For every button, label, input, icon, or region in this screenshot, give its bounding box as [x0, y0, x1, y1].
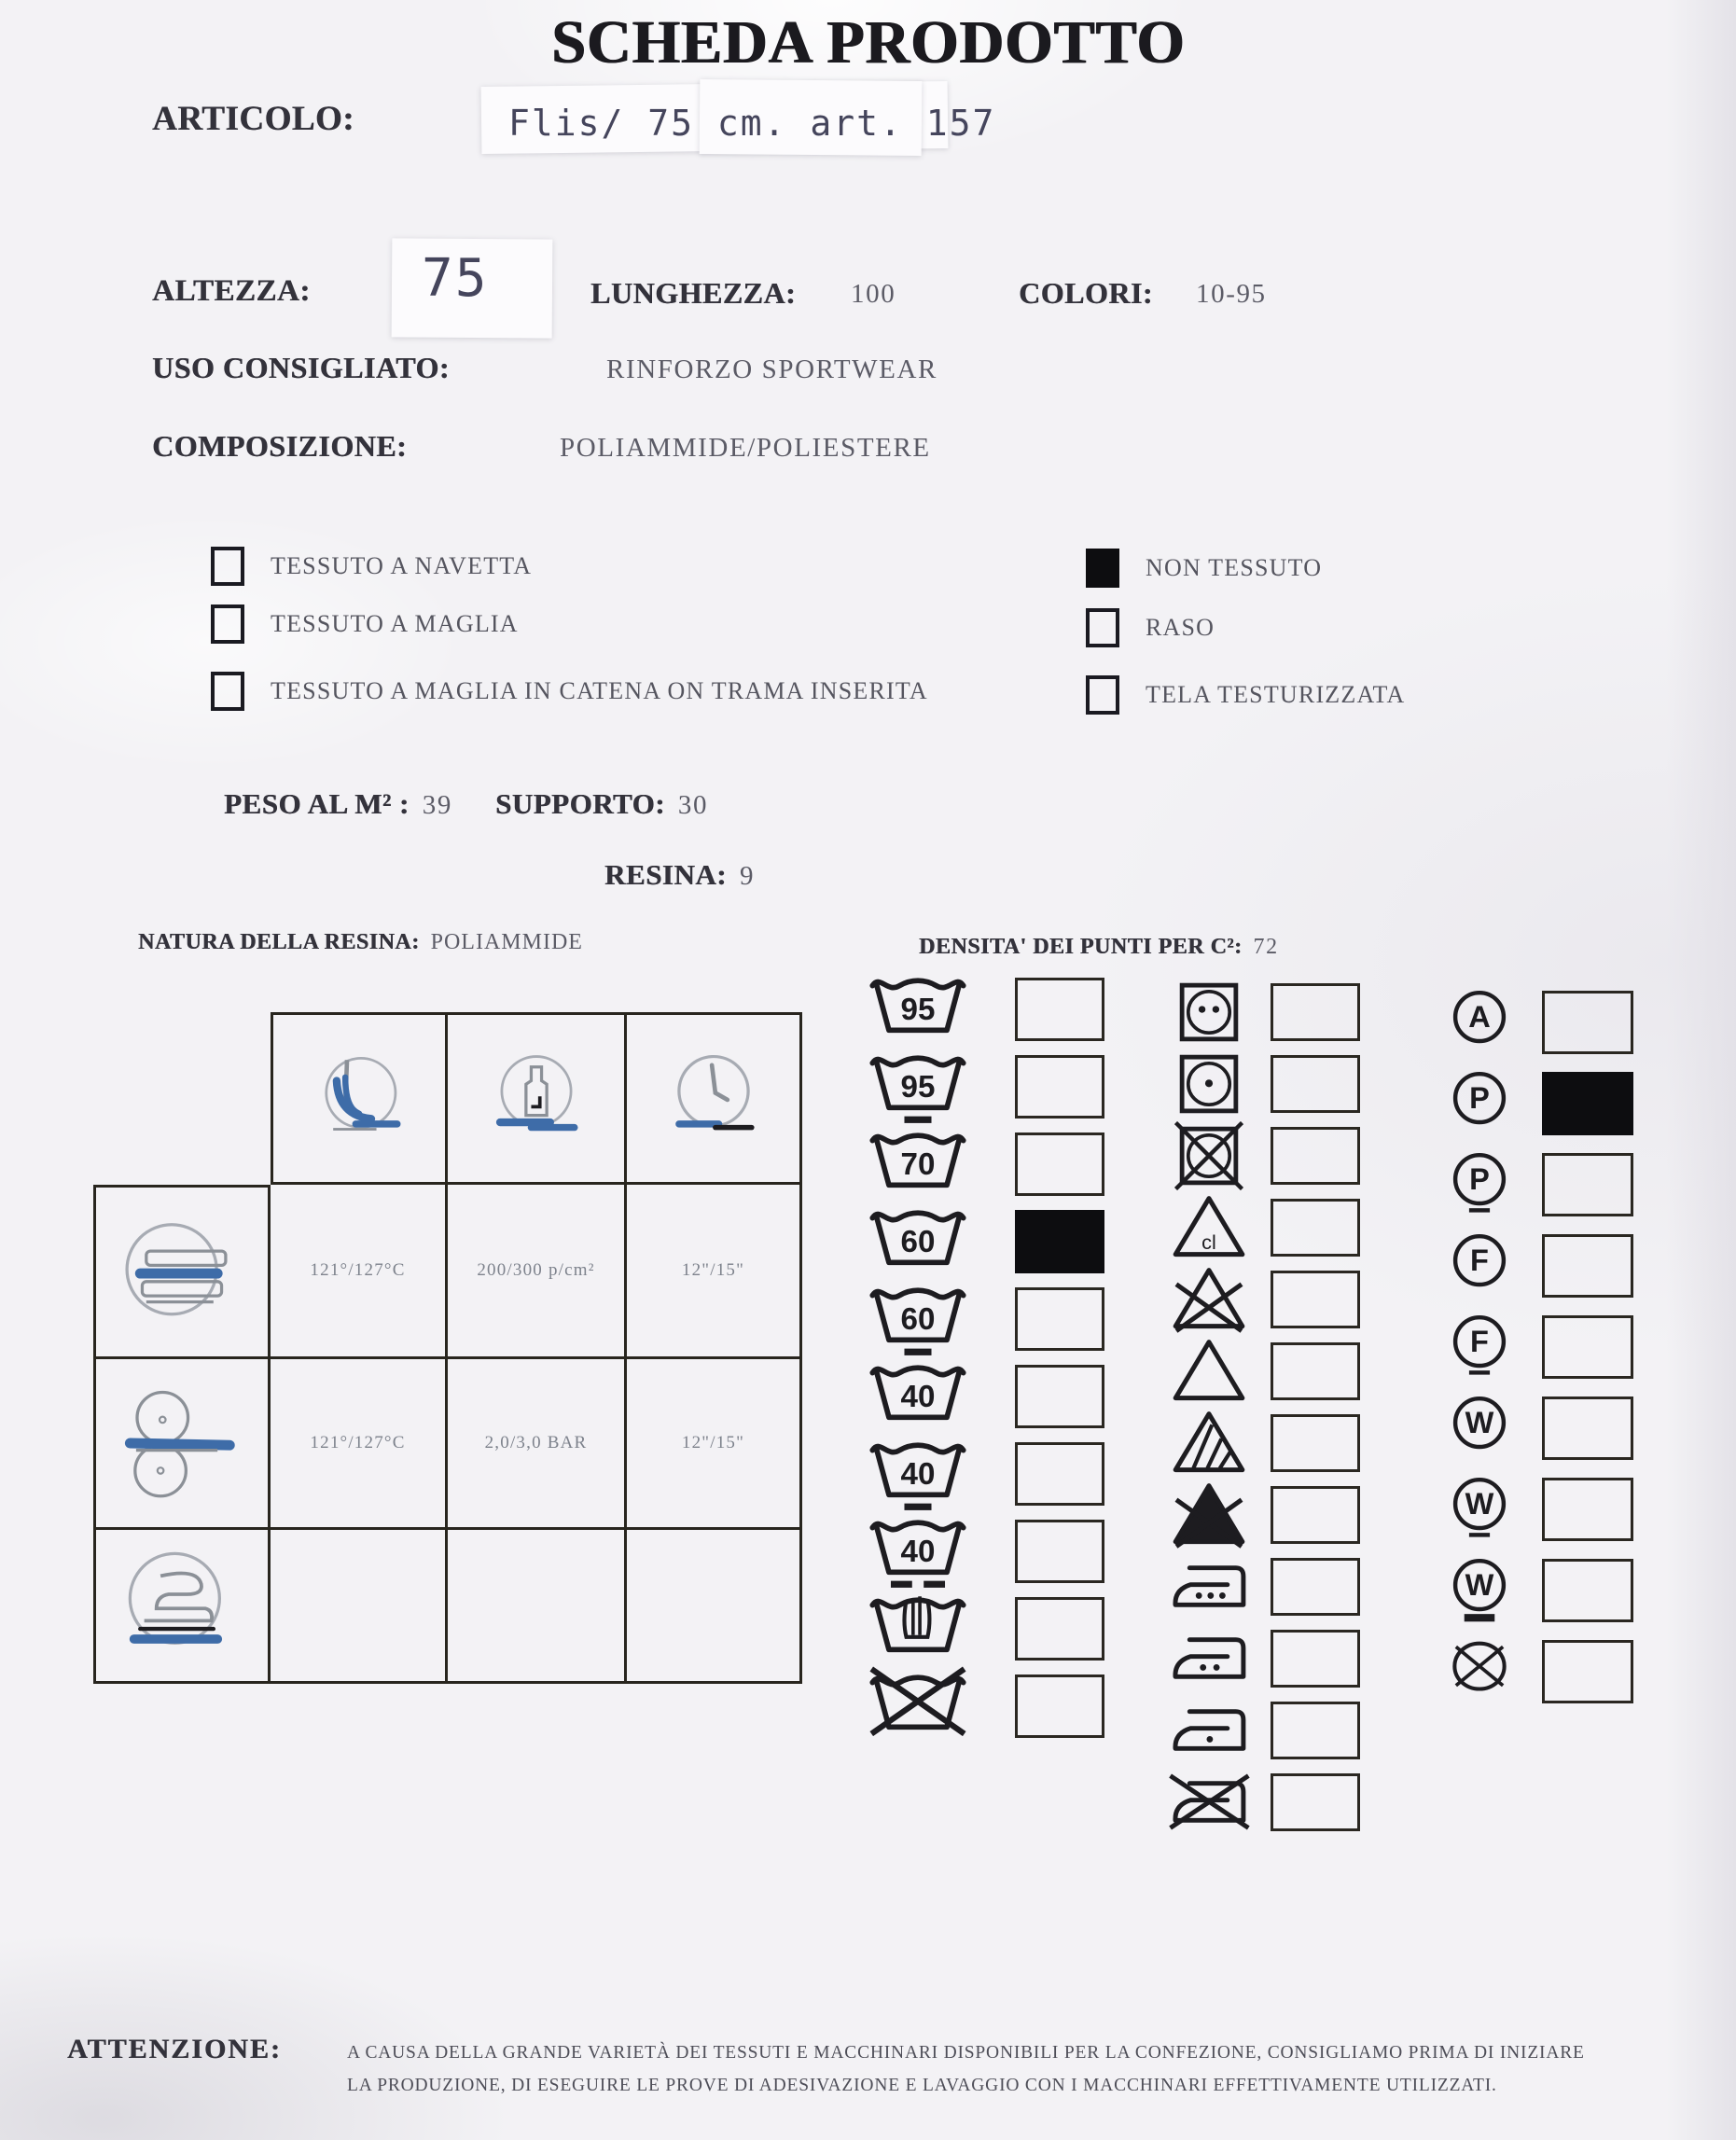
fabric-option-left-2 — [211, 672, 928, 711]
fabric-option-right-2 — [1086, 675, 1406, 715]
dry-clean-symbols-column — [1437, 981, 1633, 1712]
natura-resina-label: NATURA DELLA RESINA: — [138, 930, 420, 954]
dryclean-p-icon — [1437, 1069, 1522, 1138]
oxygen-bleach-icon — [1157, 1408, 1261, 1478]
svg-text:P: P — [1469, 1161, 1490, 1196]
attenzione-line-2: LA PRODUZIONE, DI ESEGUIRE LE PROVE DI ADESIVAZIONE E LAVAGGIO CON I MACCHINARI EFFETTIVAMENTE UTILIZZATI. — [347, 2076, 1497, 2096]
press-table-cell — [271, 1185, 448, 1359]
wash-40-very-mild-checkbox[interactable] — [1015, 1520, 1104, 1583]
fabric-option-left-0 — [211, 547, 532, 586]
care-row-oxygen-bleach — [1157, 1407, 1360, 1479]
hand-wash-checkbox[interactable] — [1015, 1597, 1104, 1661]
press-time-icon — [654, 1051, 773, 1146]
do-not-wash-icon — [866, 1666, 970, 1745]
composizione-value: POLIAMMIDE/POLIESTERE — [560, 433, 931, 463]
care-row-wetclean-w-very-mild — [1437, 1549, 1633, 1631]
do-not-iron-checkbox[interactable] — [1271, 1773, 1360, 1831]
wash-95-icon — [866, 969, 970, 1049]
do-not-bleach-solid-icon — [1157, 1480, 1261, 1549]
care-row-do-not-tumble-dry — [1157, 1119, 1360, 1191]
press-temperature-icon — [299, 1051, 419, 1146]
fabric-option-right-1 — [1086, 608, 1215, 647]
wash-40-icon — [866, 1356, 970, 1436]
care-row-do-not-bleach-solid — [1157, 1479, 1360, 1550]
attenzione-label: ATTENZIONE: — [67, 2034, 282, 2064]
svg-text:cl: cl — [1201, 1230, 1216, 1254]
care-row-wash-40-very-mild — [866, 1512, 1104, 1590]
do-not-bleach-solid-checkbox[interactable] — [1271, 1486, 1360, 1544]
svg-text:95: 95 — [900, 992, 936, 1027]
fabric-label-left-1: TESSUTO A MAGLIA — [271, 610, 519, 637]
care-row-do-not-wash — [866, 1667, 1104, 1744]
chlorine-bleach-checkbox[interactable] — [1271, 1199, 1360, 1257]
svg-text:F: F — [1470, 1324, 1489, 1358]
wash-70-icon — [866, 1124, 970, 1203]
svg-text:40: 40 — [900, 1534, 936, 1569]
press-table-cell-r0-c0: 121°/127°C — [310, 1260, 406, 1280]
press-table-cell — [627, 1012, 802, 1185]
uso-value: RINFORZO SPORTWEAR — [606, 354, 937, 384]
attenzione-text — [347, 2036, 1672, 2102]
press-table-cell — [627, 1359, 802, 1530]
care-row-dryclean-p — [1437, 1063, 1633, 1144]
fabric-label-right-1: RASO — [1146, 614, 1215, 641]
uso-label: USO CONSIGLIATO: — [152, 351, 450, 384]
fabric-checkbox-left-0[interactable] — [211, 547, 244, 586]
press-table-cell — [271, 1012, 448, 1185]
wetclean-w-mild-icon — [1437, 1475, 1522, 1544]
dryclean-a-checkbox[interactable] — [1542, 991, 1633, 1054]
care-row-wetclean-w-mild — [1437, 1468, 1633, 1549]
attenzione-line-1: A CAUSA DELLA GRANDE VARIETÀ DEI TESSUTI E MACCHINARI DISPONIBILI PER LA CONFEZIONE, CONSIGLIAMO PRIMA DI INIZIARE — [347, 2043, 1585, 2063]
care-row-do-not-dryclean — [1437, 1631, 1633, 1712]
wash-95-mild-icon — [866, 1047, 970, 1126]
colori-label: COLORI: — [1019, 276, 1153, 310]
composizione-label: COMPOSIZIONE: — [152, 429, 408, 463]
supporto-value: 30 — [677, 790, 709, 820]
altezza-value[interactable]: 75 — [422, 248, 489, 309]
oxygen-bleach-checkbox[interactable] — [1271, 1414, 1360, 1472]
flat-press-icon — [112, 1216, 252, 1328]
care-row-wash-70 — [866, 1125, 1104, 1202]
care-row-tumble-dry-low — [1157, 1048, 1360, 1119]
wash-40-mild-checkbox[interactable] — [1015, 1442, 1104, 1506]
do-not-tumble-dry-checkbox[interactable] — [1271, 1127, 1360, 1185]
lunghezza-value: 100 — [851, 279, 896, 309]
fabric-checkbox-right-1[interactable] — [1086, 608, 1119, 647]
press-table-cell — [271, 1359, 448, 1530]
do-not-bleach-icon — [1157, 1264, 1261, 1334]
care-row-bleach-allowed — [1157, 1335, 1360, 1407]
do-not-bleach-checkbox[interactable] — [1271, 1271, 1360, 1328]
svg-text:P: P — [1469, 1080, 1490, 1115]
wash-95-mild-checkbox[interactable] — [1015, 1055, 1104, 1119]
lunghezza-label: LUNGHEZZA: — [590, 276, 797, 310]
fabric-option-left-1 — [211, 604, 519, 644]
iron-medium-icon — [1157, 1629, 1261, 1688]
fabric-label-right-2: TELA TESTURIZZATA — [1146, 681, 1406, 708]
wash-40-checkbox[interactable] — [1015, 1365, 1104, 1428]
wash-60-mild-checkbox[interactable] — [1015, 1287, 1104, 1351]
dryclean-p-checkbox[interactable] — [1542, 1072, 1633, 1135]
care-row-chlorine-bleach — [1157, 1191, 1360, 1263]
dryclean-p-mild-checkbox[interactable] — [1542, 1153, 1633, 1216]
densita-punti-label: DENSITA' DEI PUNTI PER C²: — [919, 935, 1243, 959]
bleach-allowed-checkbox[interactable] — [1271, 1342, 1360, 1400]
fabric-checkbox-right-0[interactable] — [1086, 549, 1119, 588]
do-not-wash-checkbox[interactable] — [1015, 1674, 1104, 1738]
iron-high-icon — [1157, 1557, 1261, 1616]
fabric-label-left-0: TESSUTO A NAVETTA — [271, 552, 533, 579]
svg-text:40: 40 — [900, 1379, 936, 1414]
press-table-cell-r0-c1: 200/300 p/cm² — [477, 1260, 595, 1280]
fabric-options-left — [211, 547, 1032, 724]
press-table-cell-r0-c2: 12"/15" — [681, 1260, 745, 1280]
altezza-label: ALTEZZA: — [152, 274, 311, 308]
fabric-checkbox-right-2[interactable] — [1086, 675, 1119, 715]
press-table-cell-r1-c1: 2,0/3,0 BAR — [484, 1433, 588, 1452]
iron-low-icon — [1157, 1701, 1261, 1759]
press-table-cell — [93, 1359, 271, 1530]
fabric-options-right — [1086, 547, 1608, 724]
dryclean-a-icon — [1437, 988, 1522, 1057]
supporto-label: SUPPORTO: — [494, 787, 665, 820]
tumble-dry-high-icon — [1157, 978, 1261, 1047]
care-row-dryclean-p-mild — [1437, 1144, 1633, 1225]
hand-iron-icon — [112, 1549, 252, 1661]
dryclean-p-mild-icon — [1437, 1150, 1522, 1219]
press-table-cell — [448, 1012, 627, 1185]
fabric-label-right-0: NON TESSUTO — [1146, 554, 1323, 581]
dryclean-f-mild-icon — [1437, 1313, 1522, 1382]
press-table-cell — [627, 1185, 802, 1359]
dryclean-f-checkbox[interactable] — [1542, 1234, 1633, 1298]
press-table-cell — [448, 1530, 627, 1684]
care-row-wash-95-mild — [866, 1048, 1104, 1125]
care-row-dryclean-f — [1437, 1225, 1633, 1306]
care-row-wetclean-w — [1437, 1387, 1633, 1468]
wash-60-checkbox[interactable] — [1015, 1210, 1104, 1273]
do-not-tumble-dry-icon — [1157, 1121, 1261, 1190]
press-table-cell — [627, 1530, 802, 1684]
dryclean-f-mild-checkbox[interactable] — [1542, 1315, 1633, 1379]
care-row-tumble-dry-high — [1157, 976, 1360, 1048]
hand-wash-icon — [866, 1589, 970, 1668]
chlorine-bleach-icon — [1157, 1192, 1261, 1262]
press-table-cell — [93, 1185, 271, 1359]
natura-resina-value: POLIAMMIDE — [430, 930, 583, 954]
tumble-dry-low-icon — [1157, 1049, 1261, 1119]
svg-text:F: F — [1470, 1243, 1489, 1277]
do-not-iron-icon — [1157, 1772, 1261, 1831]
fabric-checkbox-left-2[interactable] — [211, 672, 244, 711]
fabric-option-right-0 — [1086, 549, 1322, 588]
care-row-iron-medium — [1157, 1622, 1360, 1694]
care-row-wash-95 — [866, 970, 1104, 1048]
care-row-do-not-iron — [1157, 1766, 1360, 1838]
svg-text:70: 70 — [900, 1146, 936, 1182]
svg-text:W: W — [1465, 1486, 1494, 1521]
fabric-label-left-2: TESSUTO A MAGLIA IN CATENA ON TRAMA INSERITA — [271, 677, 928, 704]
care-row-iron-low — [1157, 1694, 1360, 1766]
wetclean-w-very-mild-icon — [1437, 1556, 1522, 1625]
care-row-dryclean-a — [1437, 981, 1633, 1063]
page-title: SCHEDA PRODOTTO — [550, 8, 1186, 76]
svg-text:W: W — [1465, 1405, 1494, 1439]
wetclean-w-very-mild-checkbox[interactable] — [1542, 1559, 1633, 1622]
press-table-cell-r1-c2: 12"/15" — [681, 1433, 745, 1452]
articolo-value[interactable]: Flis/ 75 cm. art. 157 — [508, 103, 996, 144]
wash-40-mild-icon — [866, 1434, 970, 1513]
roller-press-icon — [112, 1387, 252, 1499]
dryclean-f-icon — [1437, 1231, 1522, 1300]
dry-bleach-iron-symbols-column — [1157, 976, 1360, 1838]
care-row-iron-high — [1157, 1550, 1360, 1622]
tumble-dry-low-checkbox[interactable] — [1271, 1055, 1360, 1113]
svg-text:40: 40 — [900, 1456, 936, 1492]
wetclean-w-mild-checkbox[interactable] — [1542, 1478, 1633, 1541]
care-row-dryclean-f-mild — [1437, 1306, 1633, 1387]
care-row-hand-wash — [866, 1590, 1104, 1667]
colori-value: 10-95 — [1196, 279, 1267, 309]
wash-70-checkbox[interactable] — [1015, 1133, 1104, 1196]
care-row-wash-40-mild — [866, 1435, 1104, 1512]
do-not-dryclean-icon — [1437, 1637, 1522, 1706]
svg-text:A: A — [1468, 999, 1491, 1034]
care-row-wash-60-mild — [866, 1280, 1104, 1357]
resina-value: 9 — [739, 861, 756, 891]
press-parameters-table — [93, 1012, 802, 1684]
press-table-cell — [271, 1530, 448, 1684]
resina-label: RESINA: — [604, 858, 727, 891]
peso-label: PESO AL M² : — [224, 787, 410, 820]
bleach-allowed-icon — [1157, 1336, 1261, 1406]
densita-punti-value: 72 — [1253, 935, 1279, 959]
wash-60-icon — [866, 1202, 970, 1281]
press-table-cell — [448, 1185, 627, 1359]
do-not-dryclean-checkbox[interactable] — [1542, 1640, 1633, 1703]
fabric-checkbox-left-1[interactable] — [211, 604, 244, 644]
wetclean-w-icon — [1437, 1394, 1522, 1463]
iron-medium-checkbox[interactable] — [1271, 1630, 1360, 1688]
care-row-wash-60 — [866, 1202, 1104, 1280]
care-row-do-not-bleach — [1157, 1263, 1360, 1335]
wetclean-w-checkbox[interactable] — [1542, 1397, 1633, 1460]
wash-95-checkbox[interactable] — [1015, 978, 1104, 1041]
care-row-wash-40 — [866, 1357, 1104, 1435]
svg-text:60: 60 — [900, 1224, 936, 1259]
articolo-label: ARTICOLO: — [152, 100, 354, 138]
svg-text:60: 60 — [900, 1301, 936, 1337]
iron-low-checkbox[interactable] — [1271, 1702, 1360, 1759]
tumble-dry-high-checkbox[interactable] — [1271, 983, 1360, 1041]
svg-text:W: W — [1465, 1567, 1494, 1602]
press-table-cell — [93, 1530, 271, 1684]
svg-text:95: 95 — [900, 1069, 936, 1105]
press-table-cell — [448, 1359, 627, 1530]
wash-60-mild-icon — [866, 1279, 970, 1358]
press-pressure-icon — [477, 1051, 596, 1146]
iron-high-checkbox[interactable] — [1271, 1558, 1360, 1616]
wash-40-very-mild-icon — [866, 1511, 970, 1591]
press-table-blank-cell — [93, 1012, 271, 1185]
wash-symbols-column — [866, 970, 1104, 1744]
press-table-cell-r1-c0: 121°/127°C — [310, 1433, 406, 1452]
peso-value: 39 — [422, 790, 452, 820]
